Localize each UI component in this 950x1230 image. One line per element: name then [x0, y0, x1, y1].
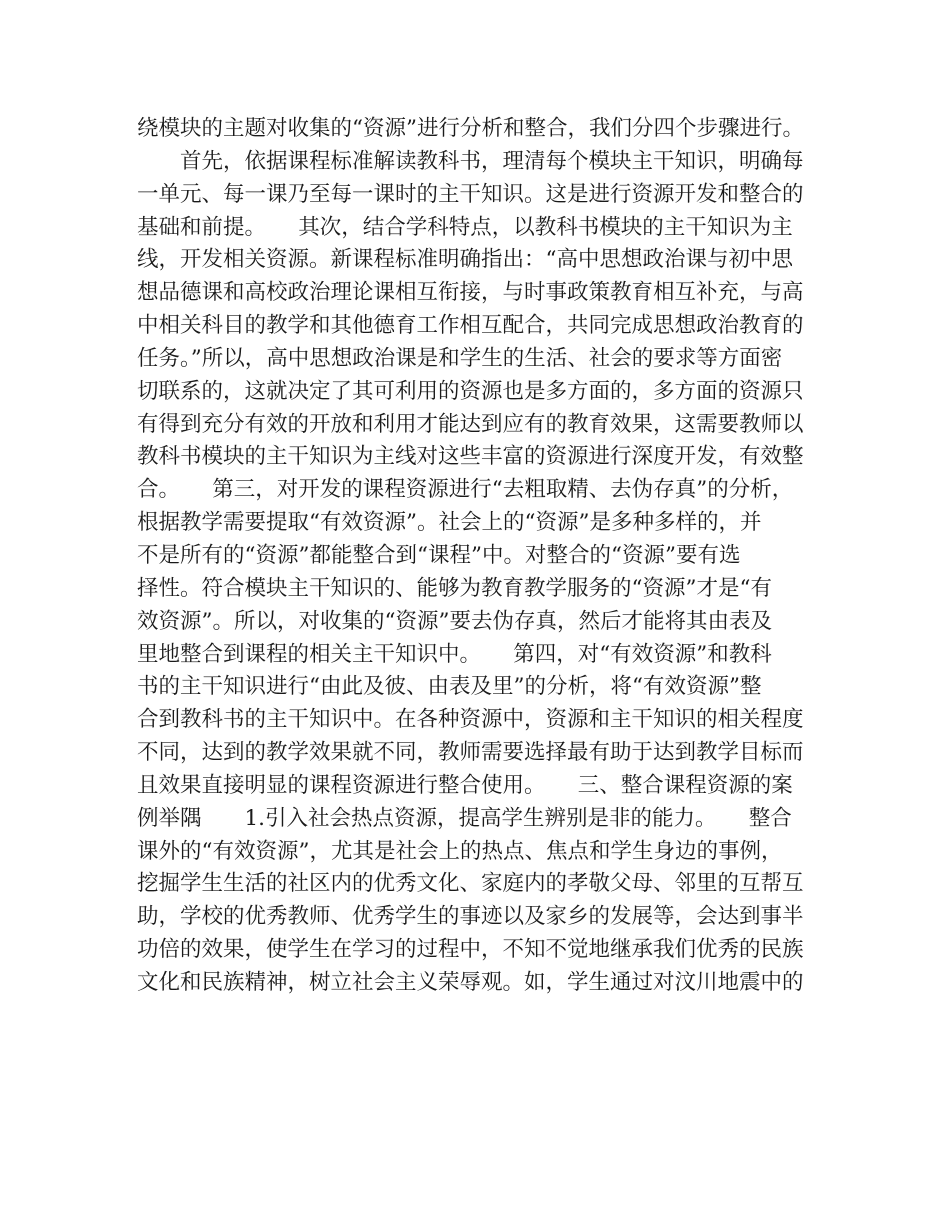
text-line: 书的主干知识进行“由此及彼、由表及里”的分析，将“有效资源”整 [137, 674, 762, 700]
text-line: 有得到充分有效的开放和利用才能达到应有的教育效果，这需要教师以 [137, 411, 804, 437]
text-line: 切联系的，这就决定了其可利用的资源也是多方面的，多方面的资源只 [137, 378, 804, 404]
text-line: 合。 第三，对开发的课程资源进行“去粗取精、去伪存真”的分析， [137, 477, 794, 503]
text-line: 不是所有的“资源”都能整合到“课程”中。对整合的“资源”要有选 [137, 542, 741, 568]
text-line: 效资源”。所以，对收集的“资源”要去伪存真，然后才能将其由表及 [137, 608, 772, 634]
text-line: 一单元、每一课乃至每一课时的主干知识。这是进行资源开发和整合的 [137, 181, 804, 207]
text-line: 挖掘学生生活的社区内的优秀文化、家庭内的孝敬父母、邻里的互帮互 [137, 871, 804, 897]
text-line: 基础和前提。 其次，结合学科特点，以教科书模块的主干知识为主 [137, 214, 793, 240]
text-line: 助，学校的优秀教师、优秀学生的事迹以及家乡的发展等，会达到事半 [137, 904, 804, 930]
text-line: 想品德课和高校政治理论课相互衔接，与时事政策教育相互补充，与高 [137, 280, 804, 306]
text-line: 择性。符合模块主干知识的、能够为教育教学服务的“资源”才是“有 [137, 575, 772, 601]
text-line: 中相关科目的教学和其他德育工作相互配合，共同完成思想政治教育的 [137, 313, 804, 339]
text-line: 文化和民族精神，树立社会主义荣辱观。如，学生通过对汶川地震中的 [137, 969, 804, 995]
text-line: 合到教科书的主干知识中。在各种资源中，资源和主干知识的相关程度 [137, 707, 804, 733]
text-line: 且效果直接明显的课程资源进行整合使用。 三、整合课程资源的案 [137, 772, 793, 798]
text-line: 不同，达到的教学效果就不同，教师需要选择最有助于达到教学目标而 [137, 740, 804, 766]
body-text [137, 113, 837, 1000]
text-line: 首先，依据课程标准解读教科书，理清每个模块主干知识，明确每 [137, 148, 804, 174]
text-line: 教科书模块的主干知识为主线对这些丰富的资源进行深度开发，有效整 [137, 444, 804, 470]
text-line: 功倍的效果，使学生在学习的过程中，不知不觉地继承我们优秀的民族 [137, 937, 804, 963]
text-line: 绕模块的主题对收集的“资源”进行分析和整合，我们分四个步骤进行。 [137, 116, 804, 141]
text-line: 课外的“有效资源”，尤其是社会上的热点、焦点和学生身边的事例， [137, 838, 783, 864]
text-line: 线，开发相关资源。新课程标准明确指出：“高中思想政治课与初中思 [137, 247, 793, 273]
text-line: 例举隅 1.引入社会热点资源，提高学生辨别是非的能力。 整合 [137, 805, 792, 831]
text-line: 根据教学需要提取“有效资源”。社会上的“资源”是多种多样的，并 [137, 510, 762, 536]
text-line: 任务。”所以，高中思想政治课是和学生的生活、社会的要求等方面密 [137, 345, 783, 371]
text-line: 里地整合到课程的相关主干知识中。 第四，对“有效资源”和教科 [137, 641, 772, 667]
